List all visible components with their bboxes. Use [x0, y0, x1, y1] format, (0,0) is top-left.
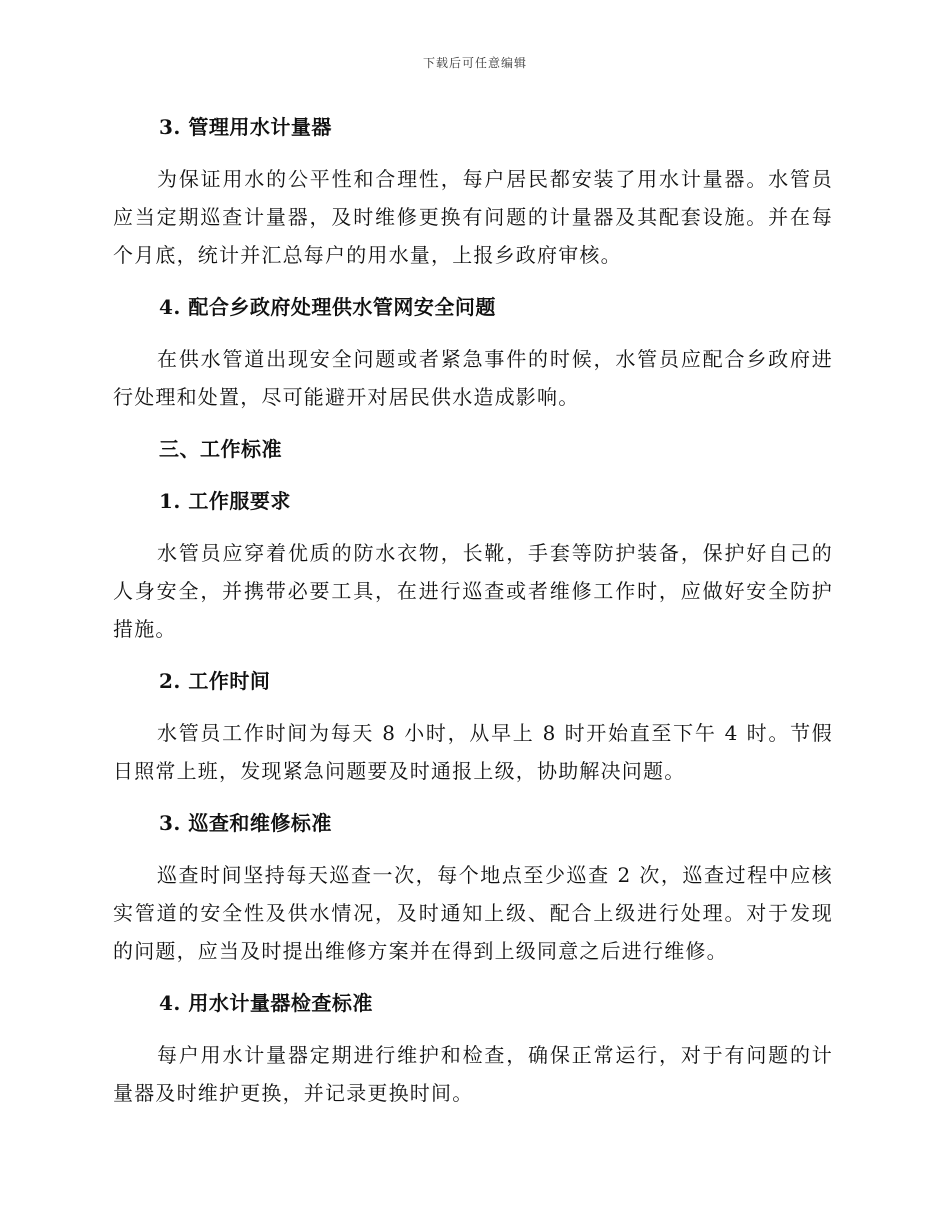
paragraph: 在供水管道出现安全问题或者紧急事件的时候，水管员应配合乡政府进行处理和处置，尽可能避开对居民供水造成影响。: [113, 347, 833, 409]
paragraph: 每户用水计量器定期进行维护和检查，确保正常运行，对于有问题的计量器及时维护更换，并记录更换时间。: [113, 1043, 833, 1105]
paragraph: 水管员工作时间为每天 8 小时，从早上 8 时开始直至下午 4 时。节假日照常上班，发现紧急问题要及时通报上级，协助解决问题。: [113, 721, 833, 783]
chapter-heading: 三、工作标准: [159, 437, 282, 461]
section-heading: 4. 配合乡政府处理供水管网安全问题: [159, 295, 496, 319]
paragraph: 巡查时间坚持每天巡查一次，每个地点至少巡查 2 次，巡查过程中应核实管道的安全性及供水情况，及时通知上级、配合上级进行处理。对于发现的问题，应当及时提出维修方案并在得到上级同意之后进行维修。: [113, 863, 833, 963]
section-heading: 3. 管理用水计量器: [159, 115, 332, 139]
section-heading: 1. 工作服要求: [159, 489, 291, 513]
page-header-note: 下载后可任意编辑: [422, 56, 527, 70]
paragraph: 为保证用水的公平性和合理性，每户居民都安装了用水计量器。水管员应当定期巡查计量器，及时维修更换有问题的计量器及其配套设施。并在每个月底，统计并汇总每户的用水量，上报乡政府审核。: [113, 167, 833, 267]
document-body: [113, 108, 833, 1112]
section-heading: 2. 工作时间: [159, 669, 271, 693]
section-heading: 4. 用水计量器检查标准: [159, 991, 373, 1015]
paragraph: 水管员应穿着优质的防水衣物，长靴，手套等防护装备，保护好自己的人身安全，并携带必要工具，在进行巡查或者维修工作时，应做好安全防护措施。: [113, 541, 833, 641]
section-heading: 3. 巡查和维修标准: [159, 811, 332, 835]
